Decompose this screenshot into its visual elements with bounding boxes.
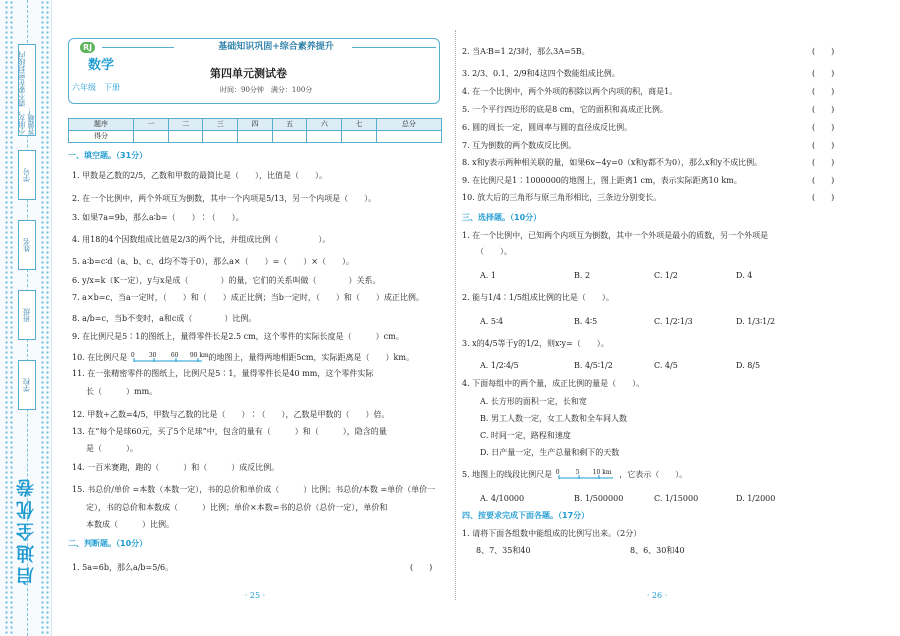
choice-5-option-c[interactable]: C. 1/15000 [654,494,699,503]
test-title: 第四单元测试卷 [210,67,287,80]
line-scale-5 [555,470,617,481]
score-header-cell: 题序 [69,119,134,131]
question-13-cont: 是（ ）。 [86,444,138,453]
scale-tick-label: 0 [555,468,560,476]
line-scale-10 [130,351,209,364]
choice-3-option-c[interactable]: C. 4/5 [654,361,678,370]
judge-8: 8. x和y表示两种相关联的量，如果6x−4y=0（x和y都不为0），那么x和y不成比例。 [462,158,763,167]
question-15-cont: 定），书的总价和本数成（ ）比例；单价×本数=书的总价（总价一定），单价和 [86,503,388,512]
score-row [69,131,442,143]
scale-tick-label: 60 [170,351,179,359]
problem-1-set-b: 8、6、30和40 [630,546,685,555]
question-2: 2. 在一个比例中，两个外项互为倒数，其中一个内项是5/13，另一个内项是（ ）。 [72,194,377,203]
score-cell[interactable] [238,131,273,143]
choice-1-option-a[interactable]: A. 1 [480,271,496,280]
grade-label: 六年级 下册 [72,83,120,92]
judge-3: 3. 2/3、0.1、2/9和4这四个数能组成比例。 [462,69,620,78]
choice-3-option-a[interactable]: A. 1/2∶4/5 [480,361,519,370]
question-9: 9. 在比例尺是5∶1的图纸上，量得零件长是2.5 cm，这个零件的实际长度是（ ）cm。 [72,332,404,341]
answer-paren[interactable]: ( ) [812,141,835,150]
page-number: · 26 · [646,591,668,600]
choice-5 [462,469,687,481]
choice-4-option-a[interactable]: A. 长方形的面积一定，长和宽 [480,397,587,406]
answer-paren[interactable]: ( ) [812,193,835,202]
score-header-cell: 四 [238,119,273,131]
answer-paren[interactable]: ( ) [812,158,835,167]
choice-2-option-b[interactable]: B. 4∶5 [574,317,598,326]
score-cell[interactable] [168,131,203,143]
question-11-cont: 长（ ）mm。 [86,387,158,396]
choice-2: 2. 能与1/4∶1/5组成比例的比是（ ）。 [462,293,614,302]
binding-spine [0,0,52,636]
score-cell[interactable] [307,131,342,143]
score-header-cell: 三 [203,119,238,131]
spine-notice: 小朋友，请不要在密封线内答题哦！ [18,44,36,136]
judge-2: 2. 当A∶B=1 2/3时，那么3A=5B。 [462,47,590,56]
choice-3: 3. x的4/5等于y的1/2，则x∶y=（ ）。 [462,339,609,348]
question-3: 3. 如果7a=9b，那么a∶b=（ ）∶（ ）。 [72,213,244,222]
field-student-id: 学号 [18,150,36,200]
choice-1-cont: （ ）。 [476,247,512,256]
field-school: 学校 [18,360,36,410]
choice-2-option-c[interactable]: C. 1/2∶1/3 [654,317,693,326]
question-1: 1. 甲数是乙数的2/5，乙数和甲数的最简比是（ ），比值是（ ）。 [72,171,328,180]
score-row-label: 得分 [69,131,134,143]
answer-paren[interactable]: ( ) [812,105,835,114]
score-header-cell: 七 [342,119,377,131]
judge-9: 9. 在比例尺是1∶1000000的地图上，图上距离1 cm，表示实际距离10 km。 [462,176,742,185]
score-header-row [69,119,442,131]
question-12: 12. 甲数÷乙数=4/5，甲数与乙数的比是（ ）∶（ ），乙数是甲数的（ ）倍。 [72,410,390,419]
question-5: 5. a∶b=c∶d（a、b、c、d均不等于0），那么a×（ ）=（ ）×（ ）。 [72,257,354,266]
choice-4-option-d[interactable]: D. 日产量一定，生产总量和剩下的天数 [480,448,620,457]
edition-badge: RJ [80,42,95,53]
score-header-cell: 一 [134,119,169,131]
scale-tick-label: 30 [148,351,157,359]
answer-paren[interactable]: ( ) [812,176,835,185]
answer-paren[interactable]: ( ) [812,87,835,96]
score-header-cell: 五 [272,119,307,131]
spine-dot-pattern [4,0,14,636]
question-14: 14. 一百米赛跑，跑的（ ）和（ ）成反比例。 [72,463,280,472]
judge-5: 5. 一个平行四边形的底是8 cm，它的面积和高成正比例。 [462,105,668,114]
scale-tick-label: 10 km [592,468,612,476]
choice-1-option-c[interactable]: C. 1/2 [654,271,678,280]
answer-paren[interactable]: ( ) [812,123,835,132]
choice-5-tail: ，它表示（ ）。 [619,470,688,479]
choice-5-option-b[interactable]: B. 1/500000 [574,494,624,503]
score-header-cell: 二 [168,119,203,131]
score-cell[interactable] [342,131,377,143]
choice-4: 4. 下面每组中的两个量，成正比例的量是（ ）。 [462,379,645,388]
score-cell[interactable] [134,131,169,143]
choice-3-option-b[interactable]: B. 4/5∶1/2 [574,361,613,370]
page-divider [455,30,456,600]
question-15-cont2: 本数成（ ）比例。 [86,520,174,529]
problem-1-set-a: 8、7、35和40 [476,546,531,555]
judge-7: 7. 互为倒数的两个数成反比例。 [462,141,577,150]
choice-2-option-a[interactable]: A. 5∶4 [480,317,504,326]
answer-paren[interactable]: ( ) [812,69,835,78]
score-cell[interactable] [376,131,441,143]
field-name: 姓名 [18,220,36,270]
section-multiple-choice: 三、选择题。（10分） [462,213,542,222]
answer-paren[interactable]: ( ) [410,563,433,572]
choice-4-option-c[interactable]: C. 时间一定，路程和速度 [480,431,571,440]
section-problems: 四、按要求完成下面各题。（17分） [462,511,590,520]
judge-6: 6. 圆的周长一定，圆周率与圆的直径成反比例。 [462,123,633,132]
judge-10: 10. 放大后的三角形与原三角形相比，三条边分别变长。 [462,193,662,202]
scale-tick-label: 0 [130,351,135,359]
judge-4: 4. 在一个比例中，两个外项的积除以两个内项的积，商是1。 [462,87,678,96]
choice-5-option-a[interactable]: A. 4/10000 [480,494,525,503]
answer-paren[interactable]: ( ) [812,47,835,56]
choice-5-lead: 5. 地图上的线段比例尺是 [462,470,553,479]
section-fill-in: 一、填空题。（31分） [68,151,148,160]
choice-1-option-b[interactable]: B. 2 [574,271,591,280]
question-10-lead: 10. 在比例尺是 [72,353,128,362]
choice-1-option-d[interactable]: D. 4 [736,271,753,280]
page-number: · 25 · [244,591,266,600]
score-table [68,118,442,143]
choice-3-option-d[interactable]: D. 8/5 [736,361,761,370]
brand-logo: 启迪全优卷 [16,475,37,585]
time-info: 时间：90分钟 满分：100分 [220,86,313,94]
section-true-false: 二、判断题。（10分） [68,539,148,548]
question-8: 8. a/b=c，当b不变时，a和c成（ ）比例。 [72,314,257,323]
scale-tick-label: 90 km [189,351,209,359]
spine-dot-pattern-right [40,0,50,636]
problem-1: 1. 请将下面各组数中能组成的比例写出来。（2分） [462,529,642,538]
question-11: 11. 在一张精密零件的图纸上，比例尺是5∶1，量得零件长是40 mm，这个零件实际 [72,369,374,378]
field-class: 班级 [18,290,36,340]
choice-5-option-d[interactable]: D. 1/2000 [736,494,776,503]
question-10 [72,352,414,364]
choice-1: 1. 在一个比例中，已知两个内项互为倒数，其中一个外项是最小的质数，另一个外项是 [462,231,769,240]
choice-2-option-d[interactable]: D. 1/3∶1/2 [736,317,776,326]
score-cell[interactable] [203,131,238,143]
scale-tick-label: 5 [575,468,580,476]
question-15: 15. 书总价/单价 =本数（本数一定），书的总价和单价成（ ）比例；书总价/本数 =单价（单价一 [72,485,436,494]
score-header-cell: 总分 [376,119,441,131]
choice-4-option-b[interactable]: B. 男工人数一定，女工人数和全车间人数 [480,414,627,423]
question-10-tail: 的地图上，量得两地相距5cm，实际距离是（ ）km。 [208,353,414,362]
left-page [60,0,450,636]
judge-1: 1. 5a=6b，那么a/b=5/6。 [72,563,174,572]
question-6: 6. y/x=k（K一定），y与x是成（ ）的量，它们的关系叫做（ ）关系。 [72,276,381,285]
score-cell[interactable] [272,131,307,143]
score-header-cell: 六 [307,119,342,131]
question-7: 7. a×b=c，当a一定时，（ ）和（ ）成正比例；当b一定时，（ ）和（ ）成正比例。 [72,293,424,302]
subject-title: 数学 [88,58,115,73]
right-page [462,0,852,636]
banner-title: 基础知识巩固+综合素养提升 [218,42,334,52]
question-13: 13. 在“每个是球60元，买了5个足球”中，包含的量有（ ）和（ ），隐含的量 [72,427,387,436]
question-4: 4. 用18的4个因数组成比值是2/3的两个比，并组成比例（ ）。 [72,235,331,244]
